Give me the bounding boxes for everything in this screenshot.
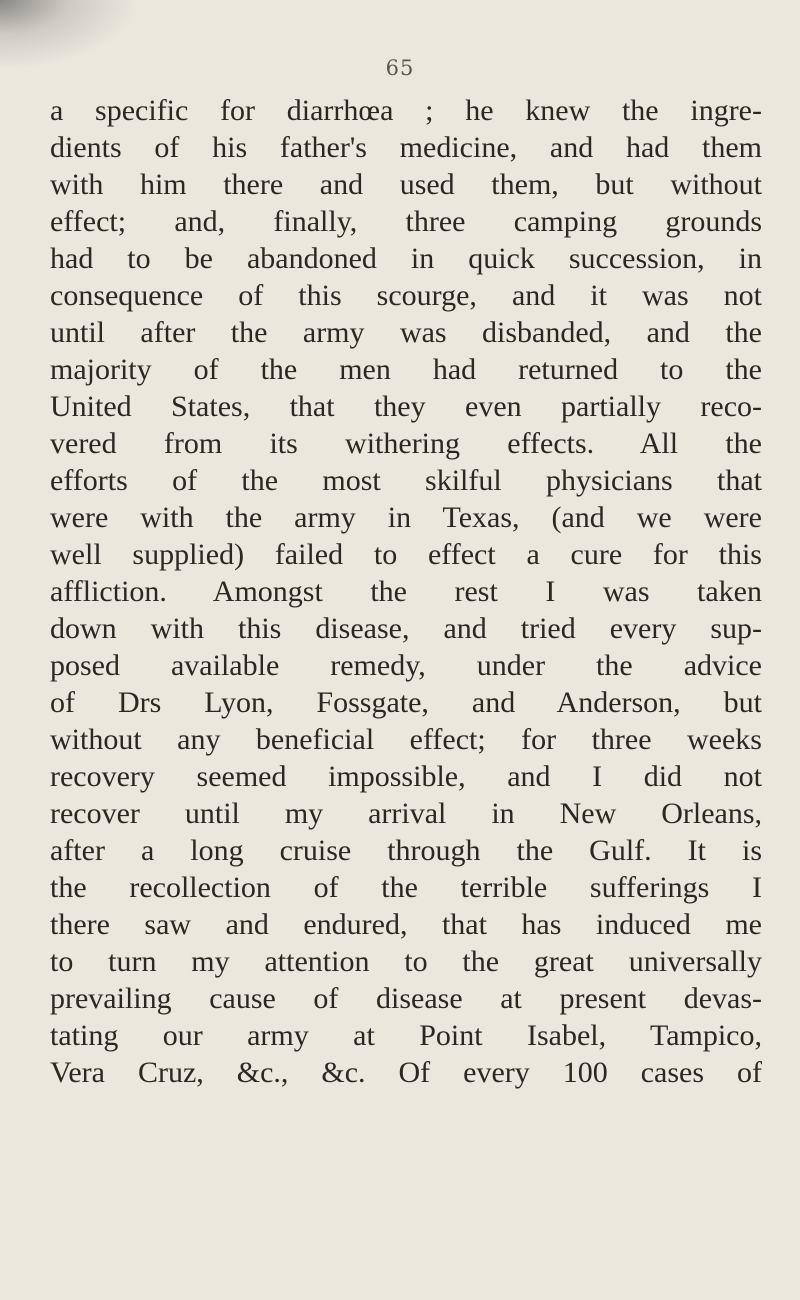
text-line: well supplied) failed to effect a cure for this [50,538,762,571]
text-line: posed available remedy, under the advice [50,649,762,682]
text-line: affliction. Amongst the rest I was taken [50,575,762,608]
text-line: United States, that they even partially reco- [50,390,762,423]
text-line: recovery seemed impossible, and I did not [50,760,762,793]
text-line: were with the army in Texas, (and we were [50,501,762,534]
text-line: of Drs Lyon, Fossgate, and Anderson, but [50,686,762,719]
text-line: until after the army was disbanded, and the [50,316,762,349]
text-line: effect; and, finally, three camping grounds [50,205,762,238]
text-line: the recollection of the terrible sufferings I [50,871,762,904]
text-line: a specific for diarrhœa ; he knew the ingre- [50,94,762,127]
text-line: recover until my arrival in New Orleans, [50,797,762,830]
text-line: down with this disease, and tried every sup- [50,612,762,645]
text-line: after a long cruise through the Gulf. It is [50,834,762,867]
text-line: to turn my attention to the great universally [50,945,762,978]
text-line: dients of his father's medicine, and had them [50,131,762,164]
text-line: without any beneficial effect; for three weeks [50,723,762,756]
text-line: Vera Cruz, &c., &c. Of every 100 cases of [50,1056,762,1089]
text-line: prevailing cause of disease at present devas- [50,982,762,1015]
text-line: had to be abandoned in quick succession, in [50,242,762,275]
page-number: 65 [385,56,415,80]
text-line: vered from its withering effects. All the [50,427,762,460]
text-line: majority of the men had returned to the [50,353,762,386]
text-line: consequence of this scourge, and it was not [50,279,762,312]
body-text [50,92,762,1091]
text-line: with him there and used them, but without [50,168,762,201]
text-line: tating our army at Point Isabel, Tampico, [50,1019,762,1052]
text-line: there saw and endured, that has induced me [50,908,762,941]
text-line: efforts of the most skilful physicians that [50,464,762,497]
